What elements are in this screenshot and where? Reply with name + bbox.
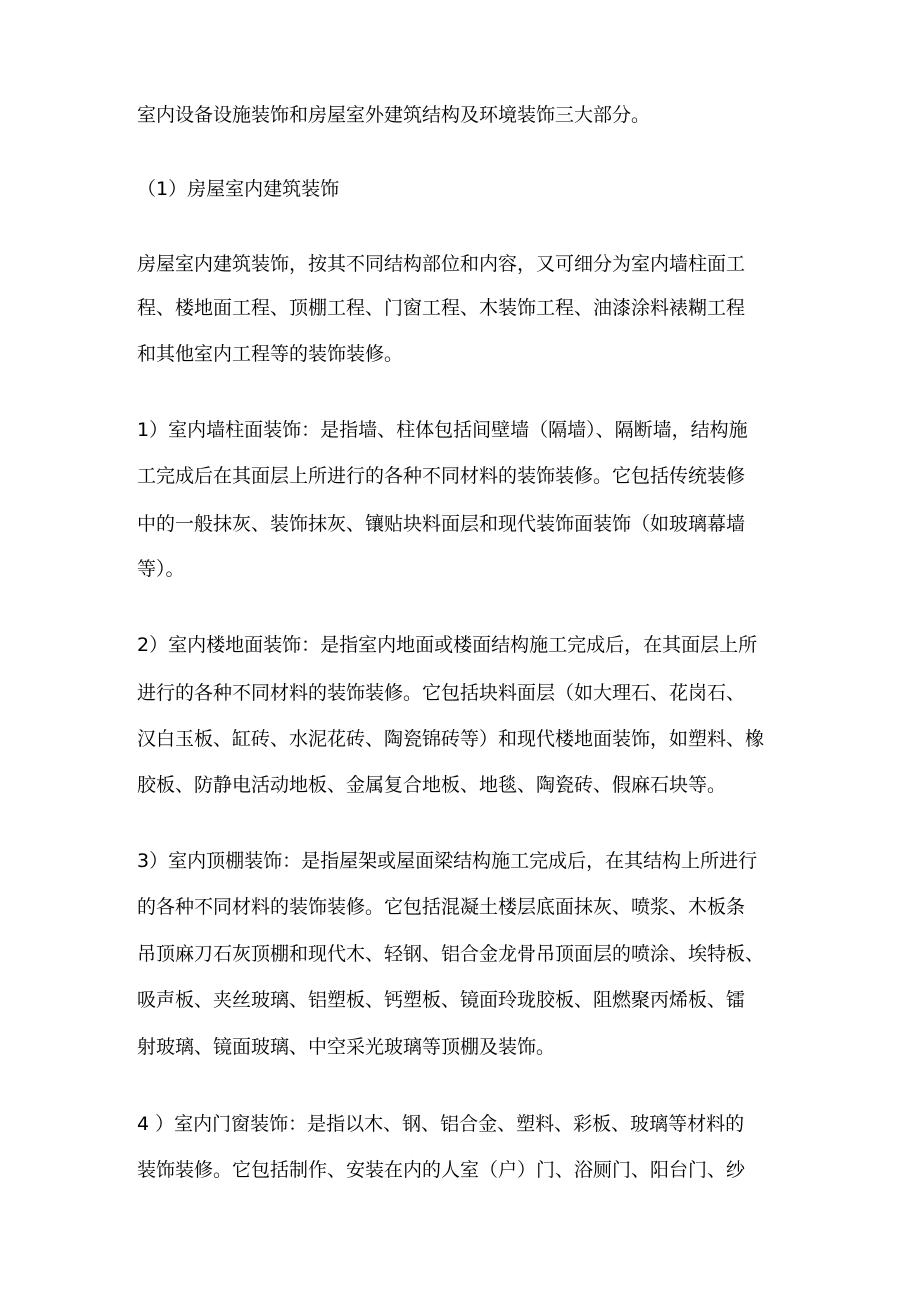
text-line: 室内设备设施装饰和房屋室外建筑结构及环境装饰三大部分。: [137, 104, 651, 126]
text-line: 吸声板、夹丝玻璃、铝塑板、钙塑板、镜面玲珑胶板、阻燃聚丙烯板、镭: [137, 989, 746, 1011]
text-line: 和其他室内工程等的装饰装修。: [137, 343, 404, 365]
text-line: 3）室内顶棚装饰：是指屋架或屋面梁结构施工完成后，在其结构上所进行: [137, 850, 758, 872]
text-line: 吊顶麻刀石灰顶棚和现代木、轻钢、铝合金龙骨吊顶面层的喷涂、埃特板、: [137, 943, 765, 965]
text-line: 4 ）室内门窗装饰：是指以木、钢、铝合金、塑料、彩板、玻璃等材料的: [137, 1113, 745, 1135]
text-line: 胶板、防静电活动地板、金属复合地板、地毯、陶瓷砖、假麻石块等。: [137, 774, 727, 796]
text-line: 中的一般抹灰、装饰抹灰、镶贴块料面层和现代装饰面装饰（如玻璃幕墙: [137, 513, 746, 535]
section-heading: （1）房屋室内建筑装饰: [137, 178, 340, 200]
text-line: 房屋室内建筑装饰，按其不同结构部位和内容，又可细分为室内墙柱面工: [137, 253, 746, 275]
text-line: 射玻璃、镜面玻璃、中空采光玻璃等顶棚及装饰。: [137, 1036, 556, 1058]
text-line: 1）室内墙柱面装饰：是指墙、柱体包括间壁墙（隔墙）、隔断墙，结构施: [137, 419, 748, 441]
text-line: 装饰装修。它包括制作、安装在内的人室（户）门、浴厕门、阳台门、纱: [137, 1159, 746, 1181]
text-line: 等）。: [137, 558, 185, 580]
text-line: 的各种不同材料的装饰装修。它包括混凝土楼层底面抹灰、喷浆、木板条: [137, 896, 746, 918]
text-line: 进行的各种不同材料的装饰装修。它包括块料面层（如大理石、花岗石、: [137, 682, 746, 704]
text-line: 工完成后在其面层上所进行的各种不同材料的装饰装修。它包括传统装修: [137, 465, 746, 487]
text-line: 程、楼地面工程、顶棚工程、门窗工程、木装饰工程、油漆涂料裱糊工程: [137, 297, 746, 319]
text-line: 2）室内楼地面装饰：是指室内地面或楼面结构施工完成后，在其面层上所: [137, 634, 758, 656]
text-line: 汉白玉板、缸砖、水泥花砖、陶瓷锦砖等）和现代楼地面装饰，如塑料、橡: [137, 728, 765, 750]
